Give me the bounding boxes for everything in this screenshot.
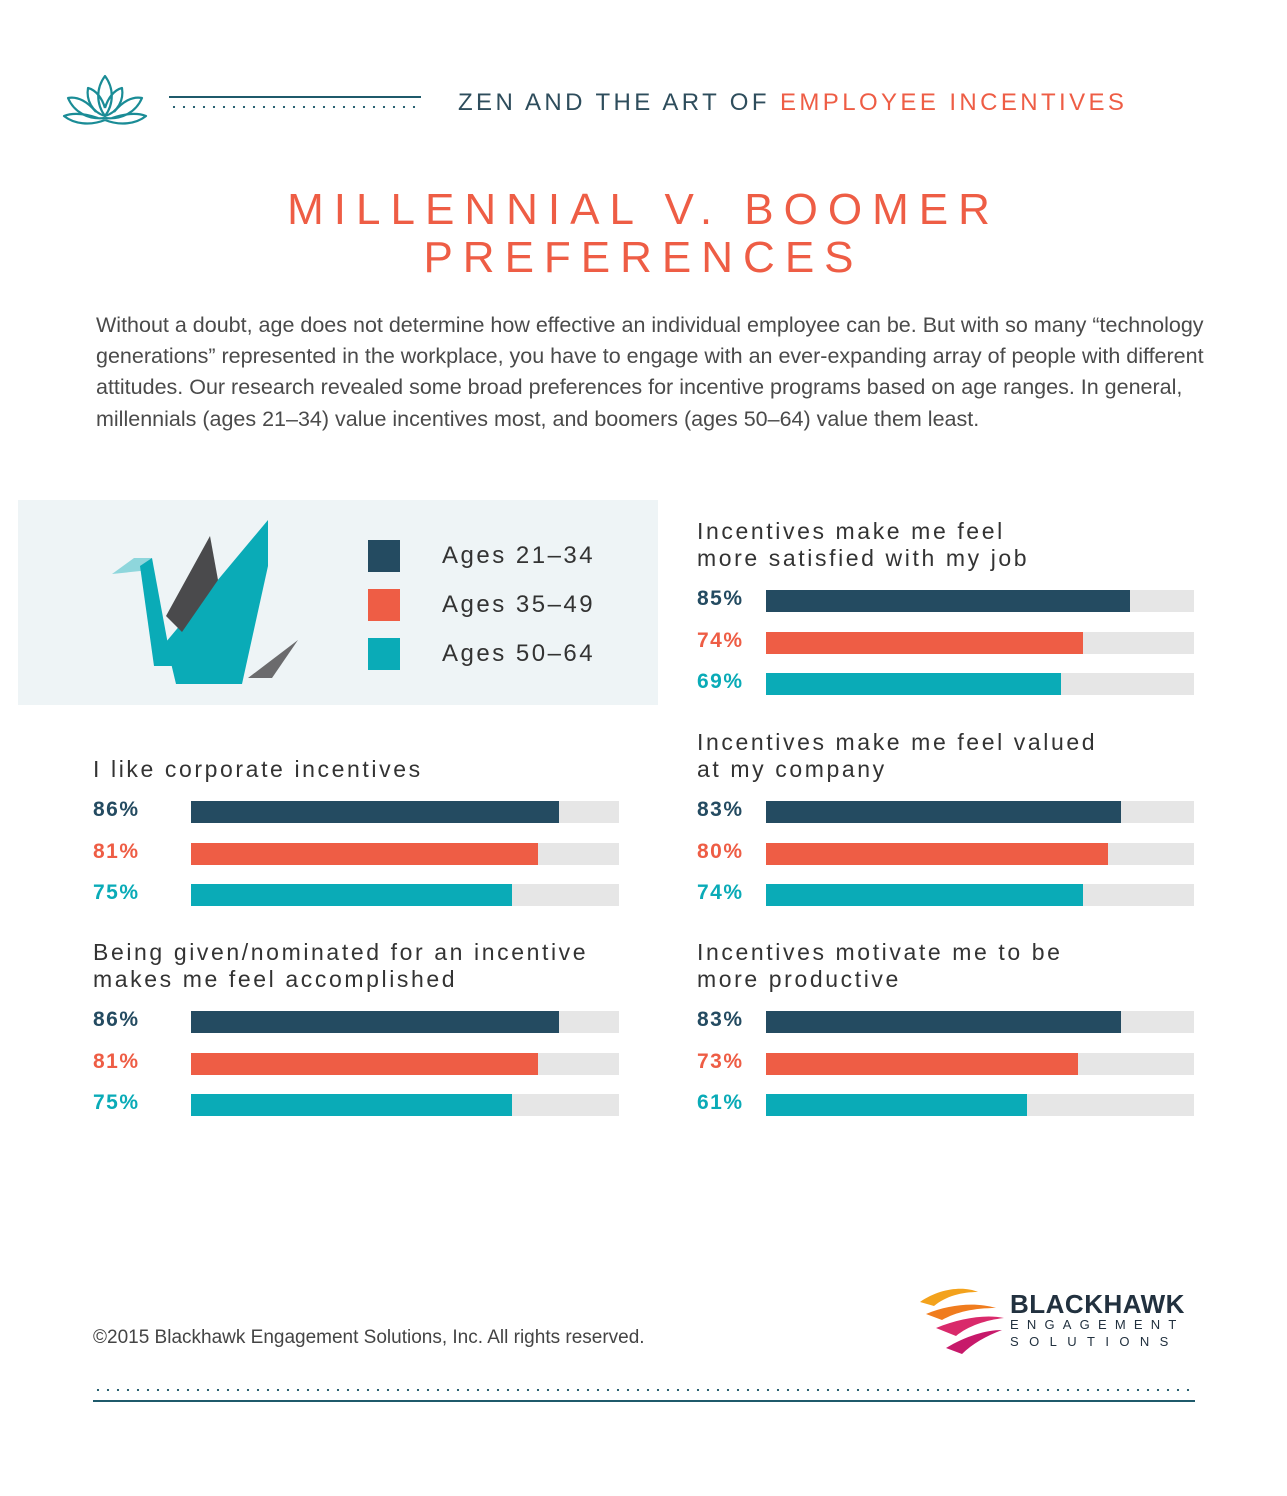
bar-track xyxy=(766,801,1194,823)
bar-track xyxy=(191,1094,619,1116)
data-label: 85% xyxy=(697,587,744,610)
bar-row xyxy=(93,881,619,906)
bar-row xyxy=(697,839,1194,865)
bar-row xyxy=(93,1091,619,1116)
chart-feel-accomplished xyxy=(93,939,619,1129)
legend-swatch-ages-35-49 xyxy=(368,589,400,621)
header-title-plain: ZEN AND THE ART OF xyxy=(458,89,780,116)
data-label: 81% xyxy=(93,839,140,863)
intro-paragraph: Without a doubt, age does not determine how effective an individual employee can be. But with so many “technology generations” represented in the workplace, you have to engage with an ever-expanding array of people with different attitudes. Our research revealed some broad preferences for incentive programs based on age ranges. In general, millennials (ages 21–34) value incentives most, and boomers (ages 50–64) value them least. xyxy=(96,313,1204,431)
legend-panel xyxy=(18,500,658,705)
origami-crane-icon xyxy=(110,518,322,688)
bar-row xyxy=(93,1008,619,1033)
blackhawk-swoosh-icon xyxy=(916,1284,1008,1356)
header-title xyxy=(458,89,1127,117)
bar-track xyxy=(766,1053,1194,1075)
bar-track xyxy=(191,801,619,823)
chart-title-line-1: Incentives make me feel valued xyxy=(697,729,1098,755)
bar-track xyxy=(191,1011,619,1033)
bar-row xyxy=(697,798,1194,823)
bar-row xyxy=(93,798,619,823)
bar-track xyxy=(766,590,1194,612)
chart-title: I like corporate incentives xyxy=(93,756,423,782)
bar xyxy=(766,843,1108,865)
bar xyxy=(766,1094,1027,1116)
bar-track xyxy=(191,884,619,906)
page-title-line-2: PREFERENCES xyxy=(423,233,864,282)
header-title-accent: EMPLOYEE INCENTIVES xyxy=(780,89,1128,116)
legend-label: Ages 50–64 xyxy=(442,640,596,667)
chart-title-line-2: more satisfied with my job xyxy=(697,545,1030,571)
chart-more-productive xyxy=(697,939,1194,1129)
data-label: 75% xyxy=(93,1091,140,1114)
data-label: 80% xyxy=(697,839,744,863)
bar xyxy=(766,1011,1121,1033)
page-header xyxy=(0,0,1287,140)
bar-row xyxy=(93,839,619,865)
data-label: 69% xyxy=(697,670,744,693)
legend-label: Ages 35–49 xyxy=(442,591,596,618)
bar xyxy=(191,1094,512,1116)
bar xyxy=(191,1053,538,1075)
bar xyxy=(766,1053,1078,1075)
chart-more-satisfied xyxy=(697,518,1194,708)
bar-track xyxy=(766,843,1194,865)
chart-feel-valued xyxy=(697,729,1194,919)
chart-title-line-1: Incentives make me feel xyxy=(697,518,1005,544)
copyright-text: ©2015 Blackhawk Engagement Solutions, Inc. All rights reserved. xyxy=(93,1327,645,1348)
bar xyxy=(191,1011,559,1033)
bar-row xyxy=(697,1091,1194,1116)
bar xyxy=(766,673,1061,695)
legend-swatch-ages-21-34 xyxy=(368,540,400,572)
chart-title-line-2: makes me feel accomplished xyxy=(93,966,458,992)
chart-title-line-1: Incentives motivate me to be xyxy=(697,939,1063,965)
bar-track xyxy=(191,843,619,865)
bar xyxy=(766,801,1121,823)
bar xyxy=(191,884,512,906)
header-dotted-line xyxy=(169,106,421,108)
footer-rule xyxy=(93,1400,1195,1402)
legend-label: Ages 21–34 xyxy=(442,542,596,569)
bar xyxy=(766,590,1130,612)
data-label: 86% xyxy=(93,1008,140,1031)
data-label: 61% xyxy=(697,1091,744,1114)
data-label: 74% xyxy=(697,881,744,904)
data-label: 73% xyxy=(697,1049,744,1073)
lotus-icon xyxy=(62,72,148,128)
blackhawk-logo-sub-1: ENGAGEMENT xyxy=(1010,1317,1185,1332)
bar-row xyxy=(697,1049,1194,1075)
bar-row xyxy=(697,587,1194,612)
legend-swatch-ages-50-64 xyxy=(368,638,400,670)
page-title xyxy=(0,186,1287,282)
chart-like-corporate-incentives xyxy=(93,756,619,916)
bar xyxy=(191,801,559,823)
bar-track xyxy=(191,1053,619,1075)
chart-title-line-2: more productive xyxy=(697,966,901,992)
chart-title-line-2: at my company xyxy=(697,756,887,782)
bar-row xyxy=(697,670,1194,695)
bar xyxy=(766,884,1083,906)
bar-row xyxy=(697,881,1194,906)
bar-row xyxy=(697,1008,1194,1033)
bar-track xyxy=(766,1011,1194,1033)
footer-dotted-line xyxy=(93,1389,1195,1391)
bar xyxy=(191,843,538,865)
bar-track xyxy=(766,673,1194,695)
page-title-line-1: MILLENNIAL V. BOOMER xyxy=(287,185,1000,234)
bar-track xyxy=(766,884,1194,906)
bar-row xyxy=(697,628,1194,654)
blackhawk-logo-name: BLACKHAWK xyxy=(1010,1289,1185,1319)
bar-track xyxy=(766,1094,1194,1116)
header-rule xyxy=(169,96,421,98)
data-label: 83% xyxy=(697,1008,744,1031)
bar xyxy=(766,632,1083,654)
data-label: 83% xyxy=(697,798,744,821)
data-label: 81% xyxy=(93,1049,140,1073)
data-label: 75% xyxy=(93,881,140,904)
data-label: 86% xyxy=(93,798,140,821)
chart-title-line-1: Being given/nominated for an incentive xyxy=(93,939,589,965)
bar-track xyxy=(766,632,1194,654)
blackhawk-logo-sub-2: SOLUTIONS xyxy=(1010,1334,1179,1349)
bar-row xyxy=(93,1049,619,1075)
data-label: 74% xyxy=(697,628,744,652)
